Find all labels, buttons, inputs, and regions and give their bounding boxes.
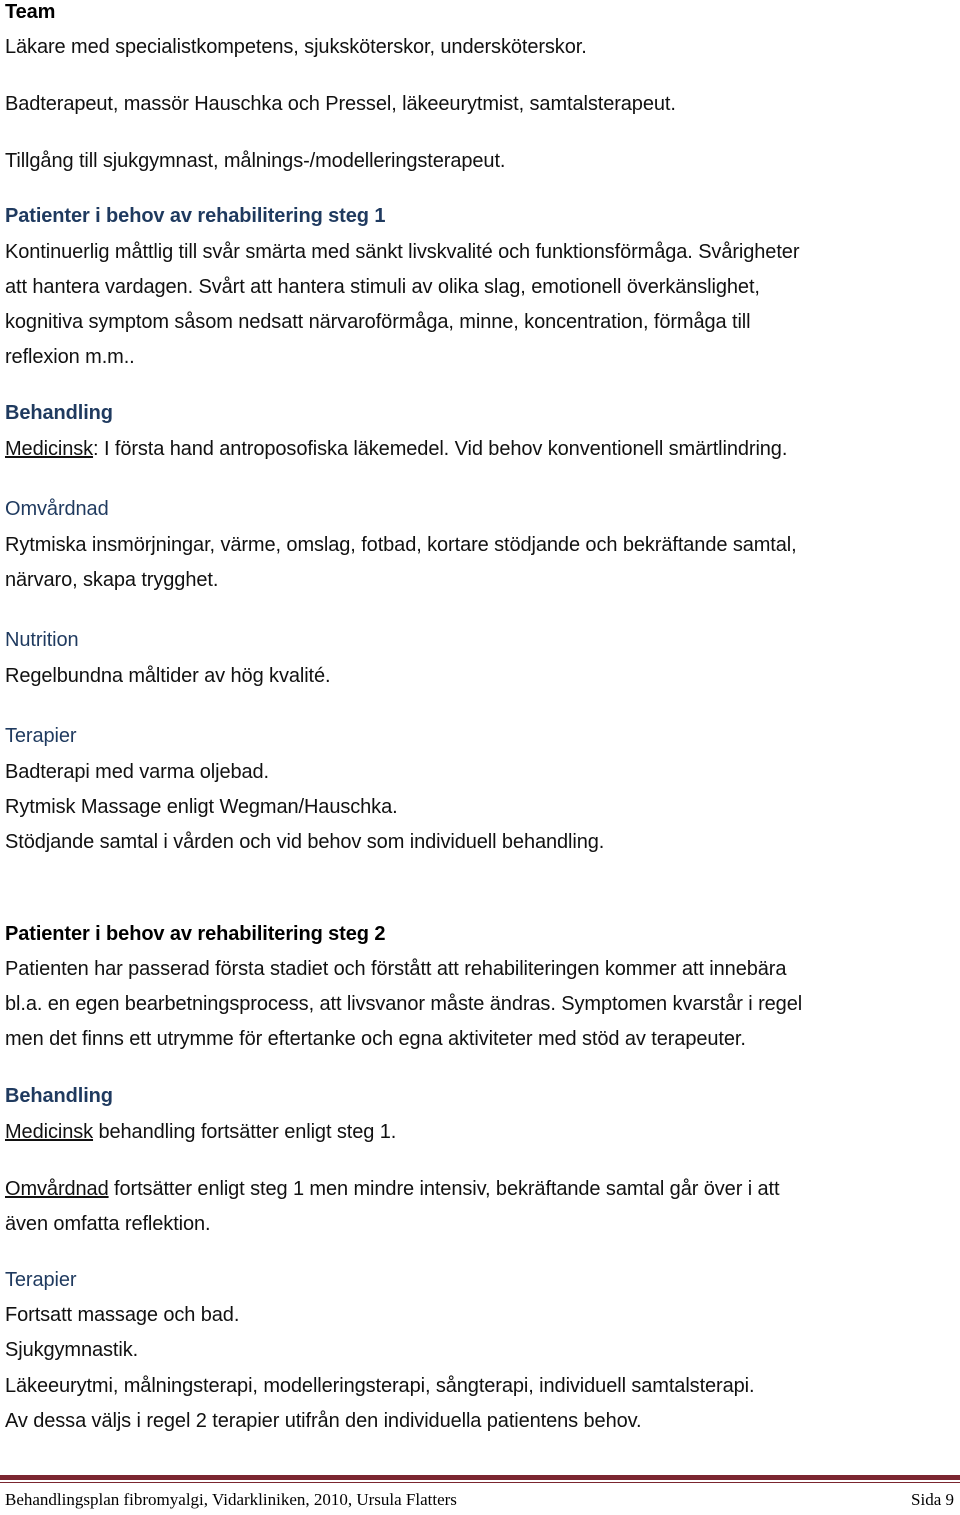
step2-omvardnad-line-2: även omfatta reflektion. bbox=[5, 1213, 211, 1235]
step1-omvardnad-line-1: Rytmiska insmörjningar, värme, omslag, fotbad, kortare stödjande och bekräftande samtal, bbox=[5, 534, 797, 556]
team-line-1: Läkare med specialistkompetens, sjuksköterskor, undersköterskor. bbox=[5, 36, 587, 58]
step2-omvardnad-line-1 bbox=[5, 1177, 779, 1201]
team-line-3: Tillgång till sjukgymnast, målnings-/modelleringsterapeut. bbox=[5, 150, 506, 172]
step2-behandling-heading: Behandling bbox=[5, 1085, 113, 1107]
step1-terapier-line-3: Stödjande samtal i vården och vid behov som individuell behandling. bbox=[5, 831, 605, 853]
step1-para-line-1: Kontinuerlig måttlig till svår smärta med sänkt livskvalité och funktionsförmåga. Svårigheter bbox=[5, 241, 800, 263]
step2-terapier-line-4: Av dessa väljs i regel 2 terapier utifrån den individuella patientens behov. bbox=[5, 1410, 642, 1432]
step1-omvardnad-heading: Omvårdnad bbox=[5, 498, 109, 520]
step1-medicinsk-line bbox=[5, 437, 787, 461]
step2-heading: Patienter i behov av rehabilitering steg 2 bbox=[5, 923, 386, 945]
step2-terapier-line-3: Läkeeurytmi, målningsterapi, modelleringsterapi, sångterapi, individuell samtalsterapi. bbox=[5, 1375, 755, 1397]
step1-para-line-2: att hantera vardagen. Svårt att hantera stimuli av olika slag, emotionell överkänslighet, bbox=[5, 276, 760, 298]
footer-rule-thin bbox=[0, 1482, 960, 1483]
step1-nutrition-heading: Nutrition bbox=[5, 629, 79, 651]
step1-behandling-heading: Behandling bbox=[5, 402, 113, 424]
step1-heading: Patienter i behov av rehabilitering steg 1 bbox=[5, 205, 386, 227]
step1-medicinsk-label: Medicinsk bbox=[5, 438, 94, 460]
step1-terapier-heading: Terapier bbox=[5, 725, 77, 747]
step1-para-line-3: kognitiva symptom såsom nedsatt närvaroförmåga, minne, koncentration, förmåga till bbox=[5, 311, 751, 333]
step2-para-line-3: men det finns ett utrymme för eftertanke och egna aktiviteter med stöd av terapeuter. bbox=[5, 1028, 746, 1050]
step1-omvardnad-line-2: närvaro, skapa trygghet. bbox=[5, 569, 219, 591]
step2-terapier-line-1: Fortsatt massage och bad. bbox=[5, 1304, 240, 1326]
step1-terapier-line-1: Badterapi med varma oljebad. bbox=[5, 761, 270, 783]
step2-omvardnad-text: fortsätter enligt steg 1 men mindre intensiv, bekräftande samtal går över i att bbox=[108, 1178, 780, 1200]
step1-terapier-line-2: Rytmisk Massage enligt Wegman/Hauschka. bbox=[5, 796, 398, 818]
team-heading: Team bbox=[5, 1, 56, 23]
step2-medicinsk-line bbox=[5, 1120, 396, 1144]
step1-nutrition-text: Regelbundna måltider av hög kvalité. bbox=[5, 665, 331, 687]
step2-terapier-line-2: Sjukgymnastik. bbox=[5, 1339, 139, 1361]
footer-rule-thick bbox=[0, 1475, 960, 1480]
footer-page-number: Sida 9 bbox=[911, 1490, 954, 1509]
step2-para-line-2: bl.a. en egen bearbetningsprocess, att livsvanor måste ändras. Symptomen kvarstår i regel bbox=[5, 993, 803, 1015]
step2-omvardnad-label: Omvårdnad bbox=[5, 1178, 109, 1200]
step2-medicinsk-label: Medicinsk bbox=[5, 1121, 94, 1143]
footer-document-title: Behandlingsplan fibromyalgi, Vidarkliniken, 2010, Ursula Flatters bbox=[5, 1490, 457, 1509]
step2-medicinsk-text: behandling fortsätter enligt steg 1. bbox=[93, 1121, 397, 1143]
step2-para-line-1: Patienten har passerad första stadiet och förstått att rehabiliteringen kommer att innebära bbox=[5, 958, 787, 980]
step1-para-line-4: reflexion m.m.. bbox=[5, 346, 135, 368]
step2-terapier-heading: Terapier bbox=[5, 1269, 77, 1291]
team-line-2: Badterapeut, massör Hauschka och Pressel, läkeeurytmist, samtalsterapeut. bbox=[5, 93, 676, 115]
step1-medicinsk-text: : I första hand antroposofiska läkemedel. Vid behov konventionell smärtlindring. bbox=[93, 438, 788, 460]
